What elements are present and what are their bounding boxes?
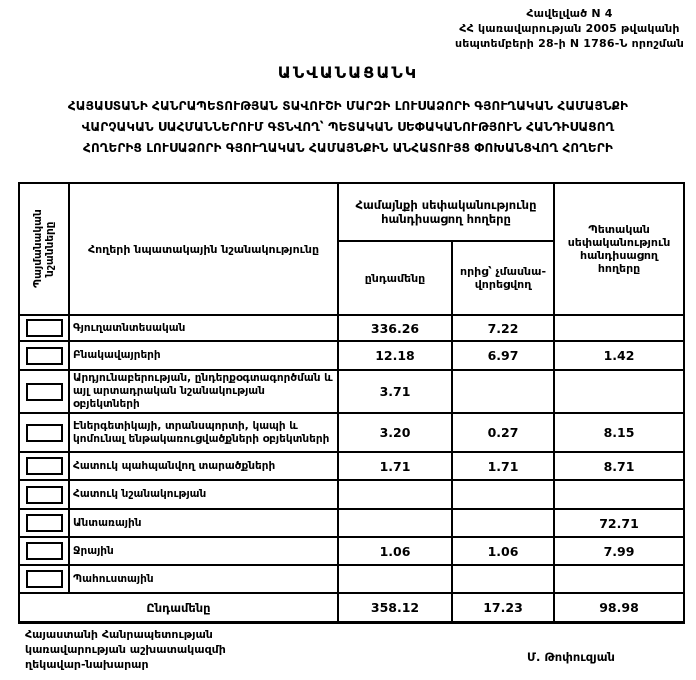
page-title: ԱՆՎԱՆԱՑԱՆԿ: [277, 63, 419, 82]
signatory-title-line: կառավարության աշխատակազմի: [25, 643, 226, 656]
row-nonpriv-value: 1.06: [452, 537, 554, 565]
row-total-value: 3.20: [338, 413, 452, 452]
table-row: [19, 452, 684, 480]
row-state-value: [554, 315, 684, 341]
legend-box: [26, 486, 63, 504]
table-total-row: [19, 593, 684, 623]
table-row: [19, 315, 684, 341]
row-total-value: [338, 480, 452, 509]
row-total-value: 1.71: [338, 452, 452, 480]
signatory-title-line: ղեկավար-նախարար: [25, 658, 149, 671]
legend-box: [26, 514, 63, 532]
subtitle-line: ՀՈՂԵՐԻՑ ԼՈՒՍԱՁՈՐԻ ԳՅՈՒՂԱԿԱՆ ՀԱՄԱՅՆՔԻՆ ԱՆՀԱՏՈՒՅՑ ՓՈԽԱՆՑՎՈՂ ՀՈՂԵՐԻ: [83, 141, 613, 155]
annex-line: սեպտեմբերի 28-ի N 1786-Ն որոշման: [454, 37, 684, 50]
row-label: Անտառային: [69, 509, 338, 537]
legend-box: [26, 383, 63, 401]
row-total-value: 336.26: [338, 315, 452, 341]
row-nonpriv-value: 0.27: [452, 413, 554, 452]
total-row-total-value: 358.12: [338, 593, 452, 623]
row-nonpriv-value: 6.97: [452, 341, 554, 370]
total-row-label: Ընդամենը: [19, 593, 338, 623]
total-row-nonpriv-value: 17.23: [452, 593, 554, 623]
legend-box: [26, 347, 63, 365]
row-total-value: 3.71: [338, 370, 452, 413]
row-state-value: 8.71: [554, 452, 684, 480]
table-row: [19, 370, 684, 413]
row-label: Գյուղատնտեսական: [69, 315, 338, 341]
legend-box-cell: [19, 315, 69, 341]
legend-box: [26, 542, 63, 560]
legend-box-cell: [19, 341, 69, 370]
annex-reference-block: [455, 6, 684, 51]
row-nonpriv-value: [452, 509, 554, 537]
annex-line: ՀՀ կառավարության 2005 թվականի: [459, 22, 680, 35]
row-label: Պահուստային: [69, 565, 338, 593]
row-state-value: [554, 370, 684, 413]
row-total-value: [338, 565, 452, 593]
annex-line: Հավելված N 4: [526, 7, 613, 20]
legend-box-cell: [19, 509, 69, 537]
column-header-total: ընդամենը: [338, 241, 452, 315]
row-label: Բնակավայրերի: [69, 341, 338, 370]
row-label: Էներգետիկայի, տրանսպորտի, կապի և կոմունալ ենթակառուցվածքների օբյեկտների: [69, 413, 338, 452]
table-row: [19, 480, 684, 509]
row-state-value: [554, 480, 684, 509]
column-header-symbols: [19, 183, 69, 315]
table-row: [19, 537, 684, 565]
legend-box: [26, 570, 63, 588]
signatory-name: Մ. Թոփուզյան: [527, 650, 615, 664]
column-header-purpose: Հողերի նպատակային նշանակությունը: [69, 183, 338, 315]
column-header-state: Պետական սեփականություն հանդիսացող հողերը: [554, 183, 684, 315]
land-allocation-table: [18, 182, 685, 624]
signatory-title-line: Հայաստանի Հանրապետության: [25, 628, 213, 641]
signatory-title-block: [25, 627, 226, 672]
subtitle-line: ՀԱՅԱՍՏԱՆԻ ՀԱՆՐԱՊԵՏՈՒԹՅԱՆ ՏԱՎՈՒՇԻ ՄԱՐԶԻ ԼՈՒՍԱՁՈՐԻ ԳՅՈՒՂԱԿԱՆ ՀԱՄԱՅՆՔԻ: [67, 99, 629, 113]
row-state-value: 7.99: [554, 537, 684, 565]
row-nonpriv-value: 1.71: [452, 452, 554, 480]
row-total-value: 12.18: [338, 341, 452, 370]
legend-box-cell: [19, 480, 69, 509]
table-row: [19, 565, 684, 593]
document-subtitle: [8, 96, 688, 159]
legend-box-cell: [19, 370, 69, 413]
legend-box-cell: [19, 537, 69, 565]
legend-box-cell: [19, 452, 69, 480]
row-state-value: [554, 565, 684, 593]
row-label: Հատուկ նշանակության: [69, 480, 338, 509]
subtitle-line: ՎԱՐՉԱԿԱՆ ՍԱՀՄԱՆՆԵՐՈՒՄ ԳՏՆՎՈՂ՝ ՊԵՏԱԿԱՆ ՍԵՓԱԿԱՆՈՒԹՅՈՒՆ ՀԱՆԴԻՍԱՑՈՂ: [81, 120, 615, 134]
row-state-value: 72.71: [554, 509, 684, 537]
legend-box: [26, 424, 63, 442]
legend-box: [26, 319, 63, 337]
row-nonpriv-value: 7.22: [452, 315, 554, 341]
row-state-value: 8.15: [554, 413, 684, 452]
column-header-non-privatized: որից՝ չմասնավորեցվող: [452, 241, 554, 315]
table-row: [19, 341, 684, 370]
row-total-value: 1.06: [338, 537, 452, 565]
column-header-symbols-label: Պայմանական նշանները: [32, 209, 56, 289]
table-row: [19, 413, 684, 452]
column-header-community-group: Համայնքի սեփականությունը հանդիսացող հողերը: [338, 183, 554, 241]
legend-box-cell: [19, 565, 69, 593]
row-label: Հատուկ պահպանվող տարածքների: [69, 452, 338, 480]
row-state-value: 1.42: [554, 341, 684, 370]
legend-box-cell: [19, 413, 69, 452]
total-row-state-value: 98.98: [554, 593, 684, 623]
table-row: [19, 509, 684, 537]
row-nonpriv-value: [452, 480, 554, 509]
row-nonpriv-value: [452, 565, 554, 593]
row-label: Արդյունաբերության, ընդերքօգտագործման և այլ արտադրական նշանակության օբյեկտների: [69, 370, 338, 413]
row-nonpriv-value: [452, 370, 554, 413]
row-total-value: [338, 509, 452, 537]
row-label: Ջրային: [69, 537, 338, 565]
legend-box: [26, 457, 63, 475]
